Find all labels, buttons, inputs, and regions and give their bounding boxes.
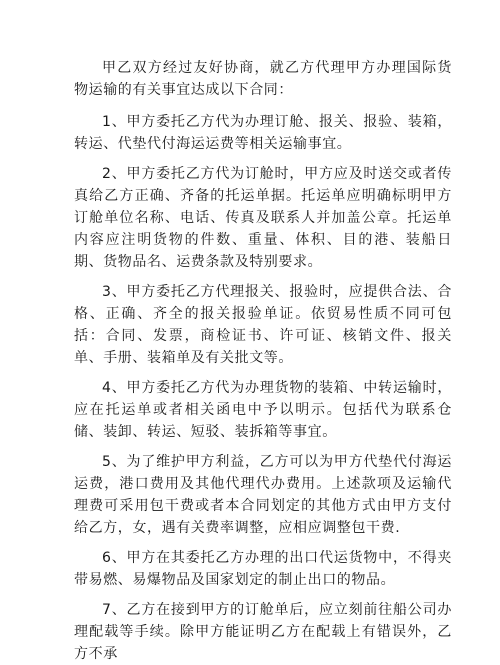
clause-1-paragraph: 1、甲方委托乙方代为办理订舱、报关、报验、装箱，转运、代垫代付海运运费等相关运输事宜。 [74,114,452,152]
clause-4-paragraph: 4、甲方委托乙方代为办理货物的装箱、中转运输时，应在托运单或者相关函电中予以明示。包括代为联系仓储、装卸、转运、短驳、装拆箱等事宜。 [74,380,452,440]
intro-paragraph: 甲乙双方经过友好协商，就乙方代理甲方办理国际货物运输的有关事宜达成以下合同： [74,60,452,98]
clause-3-paragraph: 3、甲方委托乙方代理报关、报验时，应提供合法、合格、正确、齐全的报关报验单证。依贸易性质不同可包括：合同、发票，商检证书、许可证、核销文件、报关单、手册、装箱单及有关批文等。 [74,284,452,366]
clause-7-paragraph: 7、乙方在接到甲方的订舱单后，应立刻前往船公司办理配载等手续。除甲方能证明乙方在配载上有错误外，乙方不承 [74,602,452,662]
clause-2-paragraph: 2、甲方委托乙方代为订舱时，甲方应及时送交或者传真给乙方正确、齐备的托运单据。托运单应明确标明甲方订舱单位名称、电话、传真及联系人并加盖公章。托运单内容应注明货物的件数、重量、体积、目的港、装船日期、货物品名、运费条款及特别要求。 [74,166,452,270]
clause-6-paragraph: 6、甲方在其委托乙方办理的出口代运货物中，不得夹带易燃、易爆物品及国家划定的制止出口的物品。 [74,550,452,588]
clause-5-paragraph: 5、为了维护甲方利益，乙方可以为甲方代垫代付海运运费，港口费用及其他代理代办费用。上述款项及运输代理费可采用包干费或者本合同划定的其他方式由甲方支付给乙方，女，遇有关费率调整，应相应调整包干费. [74,454,452,536]
